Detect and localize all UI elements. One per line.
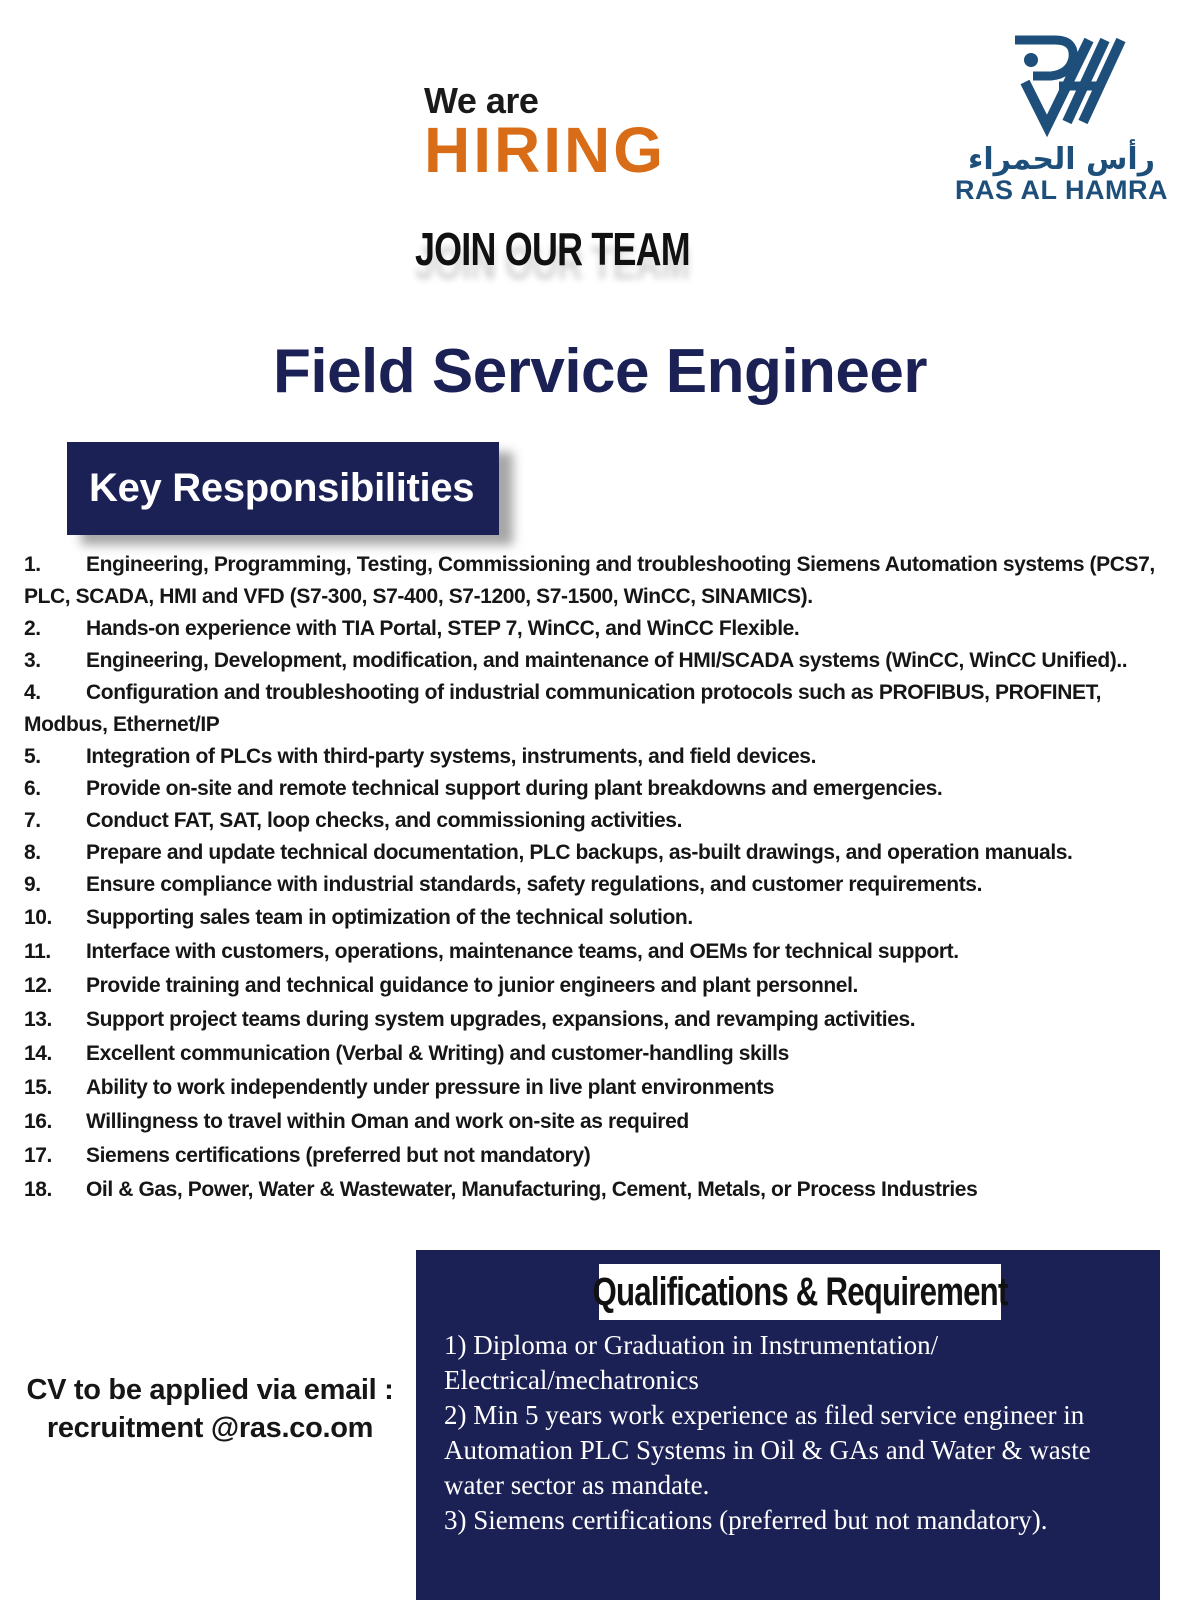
- responsibility-number: 8.: [24, 841, 41, 864]
- responsibility-number: 4.: [24, 681, 41, 704]
- apply-instructions: [0, 1371, 420, 1447]
- responsibility-text: Supporting sales team in optimization of the technical solution.: [86, 906, 693, 929]
- responsibility-text: Engineering, Development, modification, and maintenance of HMI/SCADA systems (WinCC, WinCC Unified)..: [86, 649, 1128, 672]
- responsibility-text: Hands-on experience with TIA Portal, STEP 7, WinCC, and WinCC Flexible.: [86, 617, 800, 640]
- responsibility-text: Willingness to travel within Oman and work on-site as required: [86, 1110, 689, 1133]
- responsibility-item: [24, 645, 1184, 677]
- responsibility-number: 7.: [24, 809, 41, 832]
- responsibility-item: [24, 1139, 1184, 1173]
- qualification-item: 1) Diploma or Graduation in Instrumentation/ Electrical/mechatronics: [444, 1330, 939, 1395]
- apply-email: recruitment @ras.co.om: [46, 1412, 374, 1444]
- logo-company-name: RAS AL HAMRA: [955, 175, 1168, 205]
- responsibility-item: [24, 773, 1184, 805]
- responsibility-item: [24, 1037, 1184, 1071]
- responsibility-number: 14.: [24, 1042, 52, 1065]
- responsibility-number: 16.: [24, 1110, 52, 1133]
- responsibility-item: [24, 969, 1184, 1003]
- responsibility-item: [24, 837, 1184, 869]
- responsibility-text: Engineering, Programming, Testing, Commissioning and troubleshooting Siemens Automation systems (PCS7, PLC, SCADA, HMI and VFD (S7-300, S7-400, S7-1200, S7-1500, WinCC, SINAMICS).: [24, 553, 1155, 608]
- responsibility-text: Provide training and technical guidance to junior engineers and plant personnel.: [86, 974, 858, 997]
- join-our-team-text: JOIN OUR TEAM: [415, 223, 690, 275]
- qualifications-panel: [416, 1250, 1160, 1600]
- qualifications-title-box: [592, 1264, 1008, 1320]
- responsibilities-list: [24, 549, 1184, 1207]
- we-are-text: We are: [424, 80, 539, 121]
- responsibility-text: Configuration and troubleshooting of industrial communication protocols such as PROFIBUS, PROFINET, Modbus, Ethernet/IP: [24, 681, 1102, 736]
- responsibility-number: 11.: [24, 940, 51, 963]
- responsibility-text: Interface with customers, operations, maintenance teams, and OEMs for technical support.: [86, 940, 959, 963]
- responsibility-text: Excellent communication (Verbal & Writing) and customer-handling skills: [86, 1042, 789, 1065]
- responsibility-number: 9.: [24, 873, 41, 896]
- responsibility-item: [24, 901, 1184, 935]
- logo-arabic-name: رأس الحمراء: [968, 142, 1155, 177]
- key-responsibilities-banner: [67, 442, 499, 535]
- qualification-item: 2) Min 5 years work experience as filed service engineer in Automation PLC Systems in Oil & GAs and Water & waste water sector as mandate.: [444, 1400, 1091, 1500]
- responsibility-text: Provide on-site and remote technical support during plant breakdowns and emergencies.: [86, 777, 943, 800]
- responsibility-item: [24, 549, 1184, 613]
- qualifications-heading: Qualifications & Requirement: [592, 1269, 1008, 1314]
- apply-line: CV to be applied via email :: [26, 1374, 394, 1406]
- responsibility-item: [24, 869, 1184, 901]
- responsibility-number: 12.: [24, 974, 52, 997]
- responsibility-text: Support project teams during system upgrades, expansions, and revamping activities.: [86, 1008, 916, 1031]
- responsibility-item: [24, 935, 1184, 969]
- ras-al-hamra-logo-icon: [955, 30, 1185, 140]
- responsibility-text: Conduct FAT, SAT, loop checks, and commissioning activities.: [86, 809, 683, 832]
- responsibility-text: Ability to work independently under pressure in live plant environments: [86, 1076, 775, 1099]
- responsibility-number: 3.: [24, 649, 41, 672]
- qualifications-list: [444, 1328, 1149, 1538]
- responsibility-item: [24, 1071, 1184, 1105]
- responsibility-number: 10.: [24, 906, 52, 929]
- responsibility-number: 18.: [24, 1178, 52, 1201]
- responsibility-text: Prepare and update technical documentation, PLC backups, as-built drawings, and operation manuals.: [86, 841, 1073, 864]
- responsibility-text: Ensure compliance with industrial standards, safety regulations, and customer requirements.: [86, 873, 983, 896]
- responsibility-item: [24, 1003, 1184, 1037]
- responsibility-item: [24, 613, 1184, 645]
- company-logo: [955, 30, 1185, 210]
- responsibility-number: 5.: [24, 745, 41, 768]
- qualification-item: 3) Siemens certifications (preferred but not mandatory).: [444, 1505, 1048, 1535]
- responsibility-number: 17.: [24, 1144, 52, 1167]
- responsibility-number: 13.: [24, 1008, 52, 1031]
- responsibility-item: [24, 1105, 1184, 1139]
- responsibility-item: [24, 1173, 1184, 1207]
- responsibility-number: 15.: [24, 1076, 52, 1099]
- responsibility-number: 6.: [24, 777, 41, 800]
- responsibility-number: 2.: [24, 617, 41, 640]
- responsibility-text: Integration of PLCs with third-party systems, instruments, and field devices.: [86, 745, 817, 768]
- responsibility-item: [24, 677, 1184, 741]
- key-responsibilities-heading: Key Responsibilities: [89, 466, 475, 510]
- responsibility-text: Oil & Gas, Power, Water & Wastewater, Manufacturing, Cement, Metals, or Process Industries: [86, 1178, 978, 1201]
- responsibility-text: Siemens certifications (preferred but not mandatory): [86, 1144, 591, 1167]
- job-title: Field Service Engineer: [272, 337, 928, 406]
- responsibility-number: 1.: [24, 553, 41, 576]
- responsibility-item: [24, 741, 1184, 773]
- hiring-heading: HIRING: [424, 114, 666, 186]
- responsibility-item: [24, 805, 1184, 837]
